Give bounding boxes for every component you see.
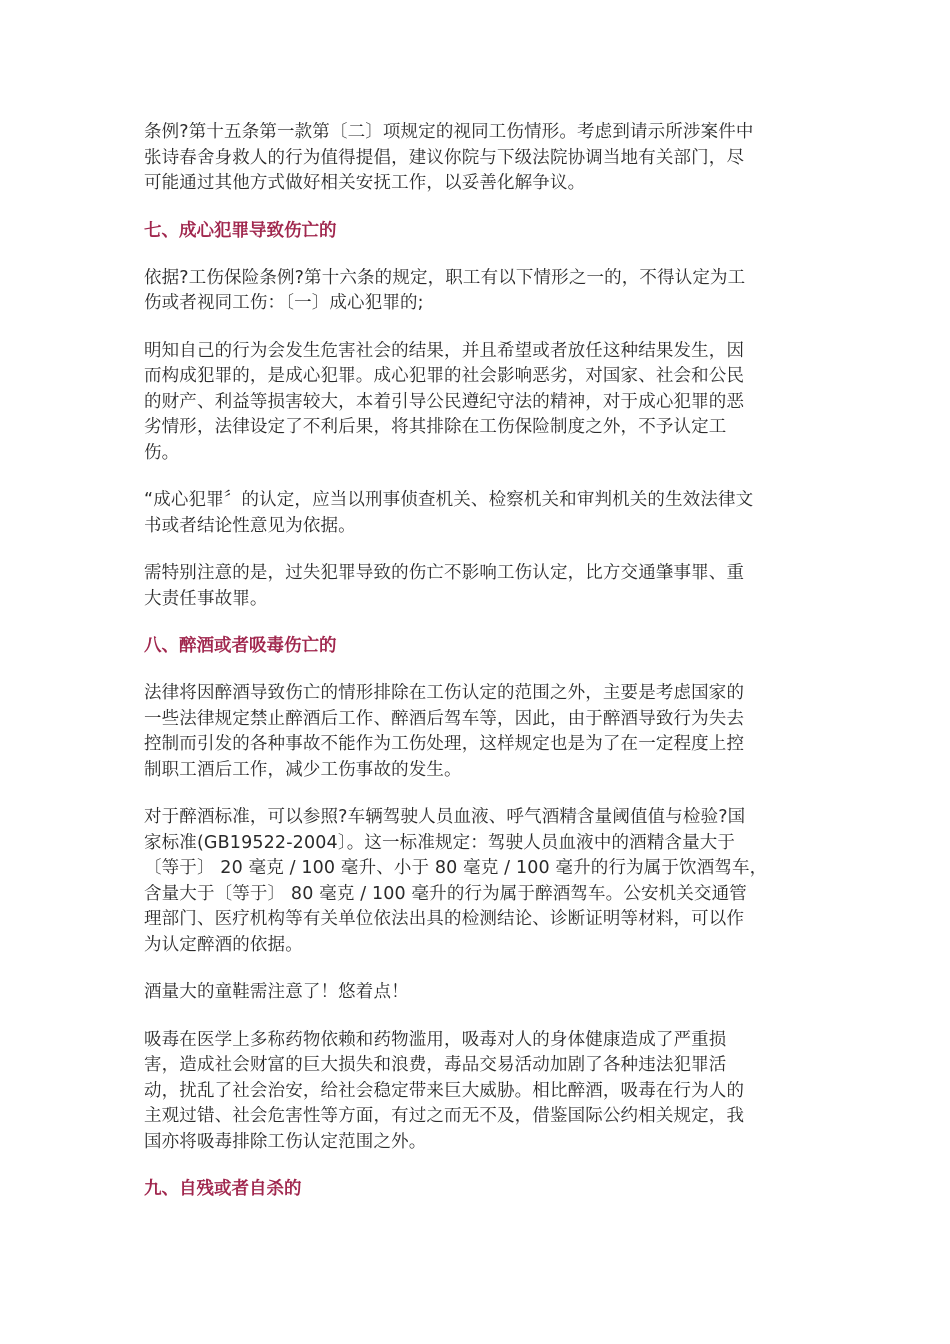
paragraph-line: 依据?工伤保险条例?第十六条的规定，职工有以下情形之一的，不得认定为工 [144,267,746,288]
paragraph [144,561,809,612]
paragraph [144,1028,809,1156]
paragraph-line: 含量大于〔等于〕 80 毫克 / 100 毫升的行为属于醉酒驾车。公安机关交通管 [144,883,747,904]
paragraph-line: 国亦将吸毒排除工伤认定范围之外。 [144,1131,427,1152]
paragraph-line: 家标准(GB19522-2004〕。这一标准规定：驾驶人员血液中的酒精含量大于 [144,832,736,853]
paragraph [144,120,809,197]
paragraph-line: 大责任事故罪。 [144,588,268,609]
paragraph-line: 动，扰乱了社会治安，给社会稳定带来巨大威胁。相比醉酒，吸毒在行为人的 [144,1080,745,1101]
paragraph-line: 条例?第十五条第一款第〔二〕项规定的视同工伤情形。考虑到请示所涉案件中 [144,122,754,142]
paragraph-line: 明知自己的行为会发生危害社会的结果，并且希望或者放任这种结果发生，因 [144,340,745,361]
paragraph-line: 伤或者视同工伤：〔一〕成心犯罪的; [144,293,424,313]
paragraph [144,681,809,783]
paragraph-line: 主观过错、社会危害性等方面，有过之而无不及，借鉴国际公约相关规定，我 [144,1106,745,1126]
document-body [144,120,809,1224]
paragraph-line: “成心犯罪〞的认定，应当以刑事侦查机关、检察机关和审判机关的生效法律文 [144,490,754,510]
paragraph-line: 书或者结论性意见为依据。 [144,515,356,536]
paragraph-line: 为认定醉酒的依据。 [144,934,303,955]
section-heading: 七、成心犯罪导致伤亡的 [144,220,337,241]
paragraph [144,805,809,958]
paragraph-line: 伤。 [144,442,180,463]
paragraph-line: 对于醉酒标准，可以参照?车辆驾驶人员血液、呼气酒精含量阈值值与检验?国 [144,807,746,827]
paragraph [144,339,809,467]
paragraph-line: 可能通过其他方式做好相关安抚工作，以妥善化解争议。 [144,173,586,193]
paragraph-line: 理部门、医疗机构等有关单位依法出具的检测结论、诊断证明等材料，可以作 [144,909,745,929]
paragraph-line: 〔等于〕 20 毫克 / 100 毫升、小于 80 毫克 / 100 毫升的行为属于饮酒驾车， [144,858,768,878]
paragraph-line: 的财产、利益等损害较大，本着引导公民遵纪守法的精神，对于成心犯罪的恶 [144,391,745,412]
paragraph [144,266,809,317]
paragraph-line: 一些法律规定禁止醉酒后工作、醉酒后驾车等，因此，由于醉酒导致行为失去 [144,708,745,729]
paragraph-line: 而构成犯罪的，是成心犯罪。成心犯罪的社会影响恶劣，对国家、社会和公民 [144,366,745,386]
paragraph-line: 酒量大的童鞋需注意了！悠着点！ [144,982,409,1002]
section-heading: 九、自残或者自杀的 [144,1179,302,1199]
paragraph [144,488,809,539]
paragraph-line: 法律将因醉酒导致伤亡的情形排除在工伤认定的范围之外，主要是考虑国家的 [144,683,745,703]
paragraph-line: 吸毒在医学上多称药物依赖和药物滥用，吸毒对人的身体健康造成了严重损 [144,1029,727,1050]
paragraph-line: 劣情形，法律设定了不利后果，将其排除在工伤保险制度之外，不予认定工 [144,417,727,437]
paragraph [144,980,809,1006]
paragraph-line: 制职工酒后工作，减少工伤事故的发生。 [144,759,462,780]
paragraph-line: 害，造成社会财富的巨大损失和浪费，毒品交易活动加剧了各种违法犯罪活 [144,1055,727,1075]
paragraph-line: 张诗春舍身救人的行为值得提倡，建议你院与下级法院协调当地有关部门，尽 [144,147,745,168]
section-heading: 八、醉酒或者吸毒伤亡的 [144,636,337,656]
paragraph-line: 控制而引发的各种事故不能作为工伤处理，这样规定也是为了在一定程度上控 [144,734,745,754]
paragraph-line: 需特别注意的是，过失犯罪导致的伤亡不影响工伤认定，比方交通肇事罪、重 [144,563,745,583]
